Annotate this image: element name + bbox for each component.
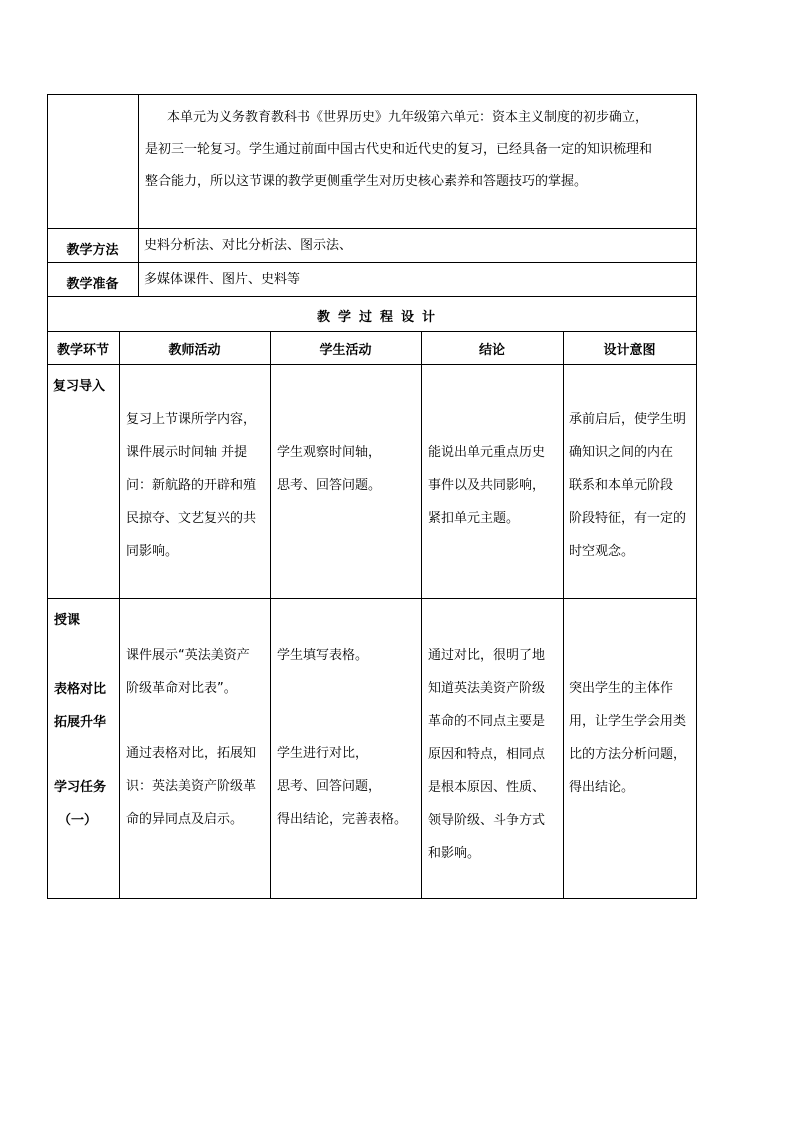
row2-intent-line: 比的方法分析问题， [569, 747, 687, 762]
rule-col-4 [563, 331, 564, 899]
rule-label-column [138, 94, 139, 297]
row1-teacher-line: 问：新航路的开辟和殖 [126, 478, 257, 493]
prep-value: 多媒体课件、图片、史料等 [144, 272, 301, 287]
row2-conclusion-line: 通过对比，很明了地 [428, 648, 546, 663]
prep-label: 教学准备 [66, 277, 119, 292]
row2-teacher-line: 阶级革命对比表”。 [126, 681, 237, 696]
row2-stage-line: 拓展升华 [54, 715, 107, 730]
row2-teacher-line: 识：英法美资产阶级革 [126, 779, 257, 794]
row2-intent-line: 用，让学生学会用类 [569, 714, 687, 729]
table-border-bottom [47, 898, 697, 899]
row1-teacher-line: 民掠夺、文艺复兴的共 [126, 511, 257, 526]
row1-intent-line: 确知识之间的内在 [569, 445, 674, 460]
method-label: 教学方法 [66, 243, 119, 258]
row1-conclusion-line: 事件以及共同影响， [428, 478, 546, 493]
table-border-right [696, 94, 697, 899]
row2-student-line: 学生填写表格。 [277, 648, 369, 663]
row1-intent-line: 承前启后，使学生明 [569, 412, 687, 427]
row2-teacher-line: 命的异同点及启示。 [126, 812, 244, 827]
row2-teacher-line: 通过表格对比，拓展知 [126, 746, 257, 761]
intro-paragraph [145, 102, 693, 198]
row2-stage-line: 表格对比 [54, 682, 107, 697]
table-border-top [47, 94, 697, 95]
row2-student-line: 学生进行对比， [277, 746, 369, 761]
column-header-conclusion: 结论 [478, 343, 505, 358]
row2-stage-line: （一） [58, 813, 98, 828]
row1-teacher-line: 同影响。 [126, 544, 179, 559]
row2-conclusion-line: 革命的不同点主要是 [428, 714, 546, 729]
table-border-left [47, 94, 48, 899]
row1-intent-line: 阶段特征，有一定的 [569, 511, 687, 526]
rule-col-1 [119, 331, 120, 899]
rule-after-row1 [47, 598, 697, 599]
row2-conclusion-line: 和影响。 [428, 846, 481, 861]
row1-stage: 复习导入 [53, 379, 106, 394]
row2-conclusion-line: 领导阶级、斗争方式 [428, 813, 546, 828]
process-title: 教学过程设计 [316, 310, 443, 325]
row2-intent-line: 得出结论。 [569, 780, 635, 795]
method-value: 史料分析法、对比分析法、图示法、 [144, 238, 353, 253]
row1-teacher-line: 复习上节课所学内容， [126, 412, 257, 427]
row2-conclusion-line: 是根本原因、性质、 [428, 780, 546, 795]
row1-teacher-line: 课件展示时间轴 并提 [126, 445, 248, 460]
rule-col-2 [270, 331, 271, 899]
intro-line-2: 是初三一轮复习。学生通过前面中国古代史和近代史的复习，已经具备一定的知识梳理和 [145, 142, 653, 157]
row2-conclusion-line: 原因和特点，相同点 [428, 747, 546, 762]
row1-intent-line: 联系和本单元阶段 [569, 478, 674, 493]
column-header-teacher: 教师活动 [168, 343, 221, 358]
row1-conclusion-line: 紧扣单元主题。 [428, 511, 520, 526]
row2-stage-line: 授课 [54, 613, 81, 628]
row1-intent-line: 时空观念。 [569, 544, 635, 559]
intro-line-1: 本单元为义务教育教科书《世界历史》九年级第六单元：资本主义制度的初步确立， [167, 110, 649, 125]
rule-col-3 [421, 331, 422, 899]
row2-stage-line: 学习任务 [54, 780, 107, 795]
column-header-student: 学生活动 [319, 343, 372, 358]
rule-after-prep [47, 296, 697, 297]
row2-intent-line: 突出学生的主体作 [569, 681, 674, 696]
row2-student-line: 得出结论，完善表格。 [277, 812, 408, 827]
row2-teacher-line: 课件展示“英法美资产 [126, 648, 250, 663]
rule-after-process-title [47, 331, 697, 332]
row1-student-line: 学生观察时间轴， [277, 445, 382, 460]
intro-line-3: 整合能力，所以这节课的教学更侧重学生对历史核心素养和答题技巧的掌握。 [145, 174, 588, 189]
row2-student-line: 思考、回答问题， [277, 779, 382, 794]
column-header-intent: 设计意图 [603, 343, 656, 358]
row1-student-line: 思考、回答问题。 [277, 478, 382, 493]
row1-conclusion-line: 能说出单元重点历史 [428, 445, 546, 460]
row2-conclusion-line: 知道英法美资产阶级 [428, 681, 546, 696]
column-header-stage: 教学环节 [56, 343, 109, 358]
